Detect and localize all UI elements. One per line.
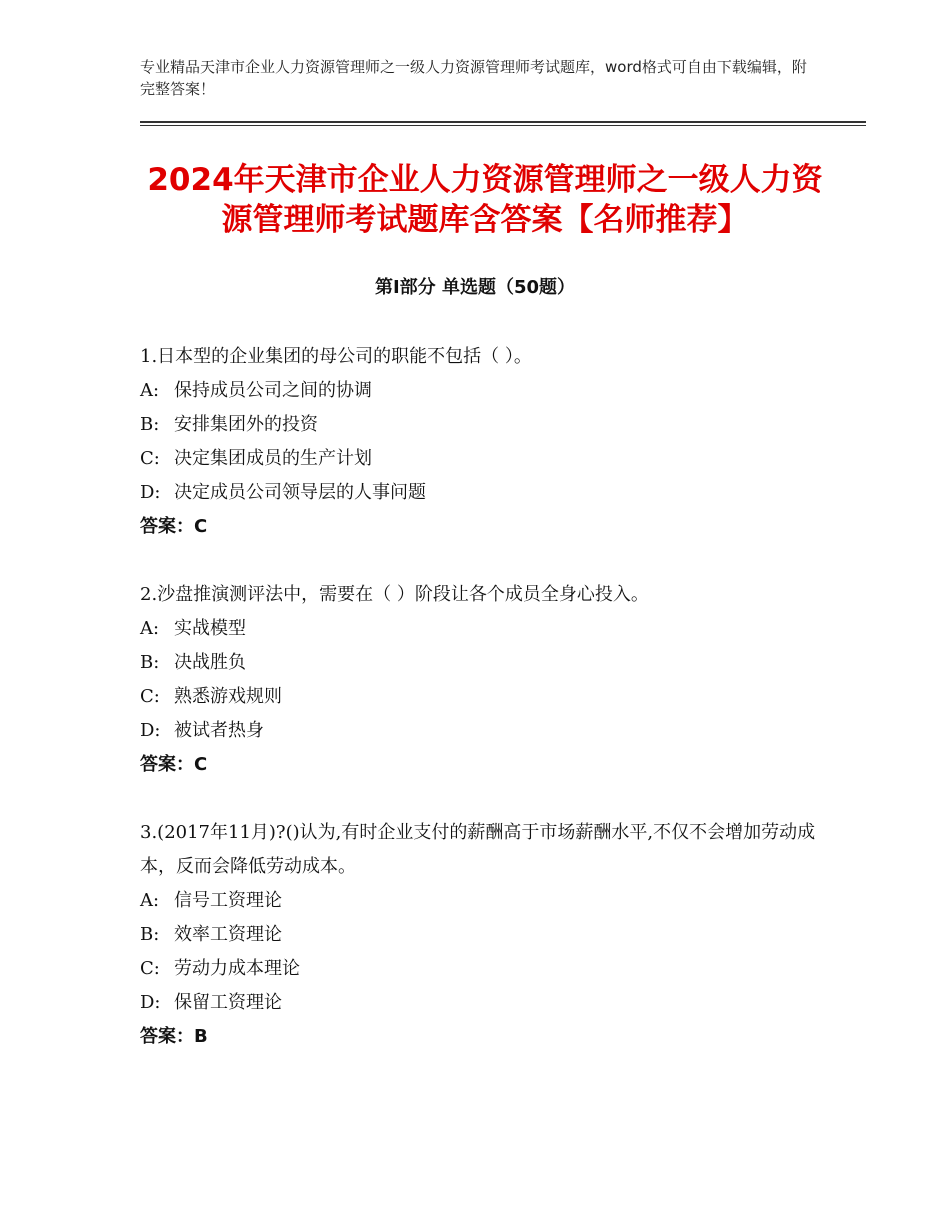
- header-rule-thick: [140, 121, 866, 123]
- option-letter: A:: [140, 380, 160, 401]
- option-c: [140, 680, 820, 714]
- option-a: [140, 612, 820, 646]
- header-rule-thin: [140, 125, 866, 126]
- option-text: 决定集团成员的生产计划: [174, 448, 372, 469]
- option-letter: C:: [140, 448, 160, 469]
- option-d: [140, 986, 820, 1020]
- option-d: [140, 476, 820, 510]
- question-stem: 1.日本型的企业集团的母公司的职能不包括（ ）。: [140, 346, 532, 367]
- document-title: 2024年天津市企业人力资源管理师之一级人力资源管理师考试题库含答案【名师推荐】: [147, 162, 823, 238]
- option-text: 劳动力成本理论: [174, 958, 300, 979]
- option-text: 决定成员公司领导层的人事问题: [174, 482, 426, 503]
- answer: 答案：C: [140, 754, 208, 775]
- option-b: [140, 918, 820, 952]
- question-3: [140, 816, 820, 1054]
- question-2: [140, 578, 820, 782]
- option-c: [140, 442, 820, 476]
- option-letter: D:: [140, 482, 161, 503]
- option-b: [140, 408, 820, 442]
- option-letter: C:: [140, 686, 160, 707]
- option-text: 安排集团外的投资: [174, 414, 318, 435]
- option-letter: A:: [140, 618, 160, 639]
- option-letter: B:: [140, 924, 160, 945]
- option-b: [140, 646, 820, 680]
- option-text: 决战胜负: [174, 652, 246, 673]
- option-d: [140, 714, 820, 748]
- option-letter: D:: [140, 992, 161, 1013]
- option-letter: D:: [140, 720, 161, 741]
- option-text: 信号工资理论: [174, 890, 282, 911]
- option-text: 保持成员公司之间的协调: [174, 380, 372, 401]
- question-1: [140, 340, 820, 544]
- answer: 答案：C: [140, 516, 208, 537]
- option-a: [140, 884, 820, 918]
- option-letter: B:: [140, 652, 160, 673]
- question-stem: 2.沙盘推演测评法中，需要在（ ）阶段让各个成员全身心投入。: [140, 584, 649, 605]
- section-title: 第Ⅰ部分 单选题（50题）: [374, 277, 575, 298]
- option-letter: B:: [140, 414, 160, 435]
- header-note: 专业精品天津市企业人力资源管理师之一级人力资源管理师考试题库，word格式可自由下载编辑，附完整答案！: [140, 58, 807, 98]
- option-text: 实战模型: [174, 618, 246, 639]
- option-letter: A:: [140, 890, 160, 911]
- option-text: 保留工资理论: [174, 992, 282, 1013]
- option-text: 效率工资理论: [174, 924, 282, 945]
- question-list: [140, 340, 820, 1088]
- question-stem: 3.(2017年11月)?()认为,有时企业支付的薪酬高于市场薪酬水平,不仅不会增加劳动成本，反而会降低劳动成本。: [140, 822, 816, 877]
- option-letter: C:: [140, 958, 160, 979]
- option-a: [140, 374, 820, 408]
- option-text: 熟悉游戏规则: [174, 686, 282, 707]
- option-text: 被试者热身: [174, 720, 264, 741]
- option-c: [140, 952, 820, 986]
- answer: 答案：B: [140, 1026, 208, 1047]
